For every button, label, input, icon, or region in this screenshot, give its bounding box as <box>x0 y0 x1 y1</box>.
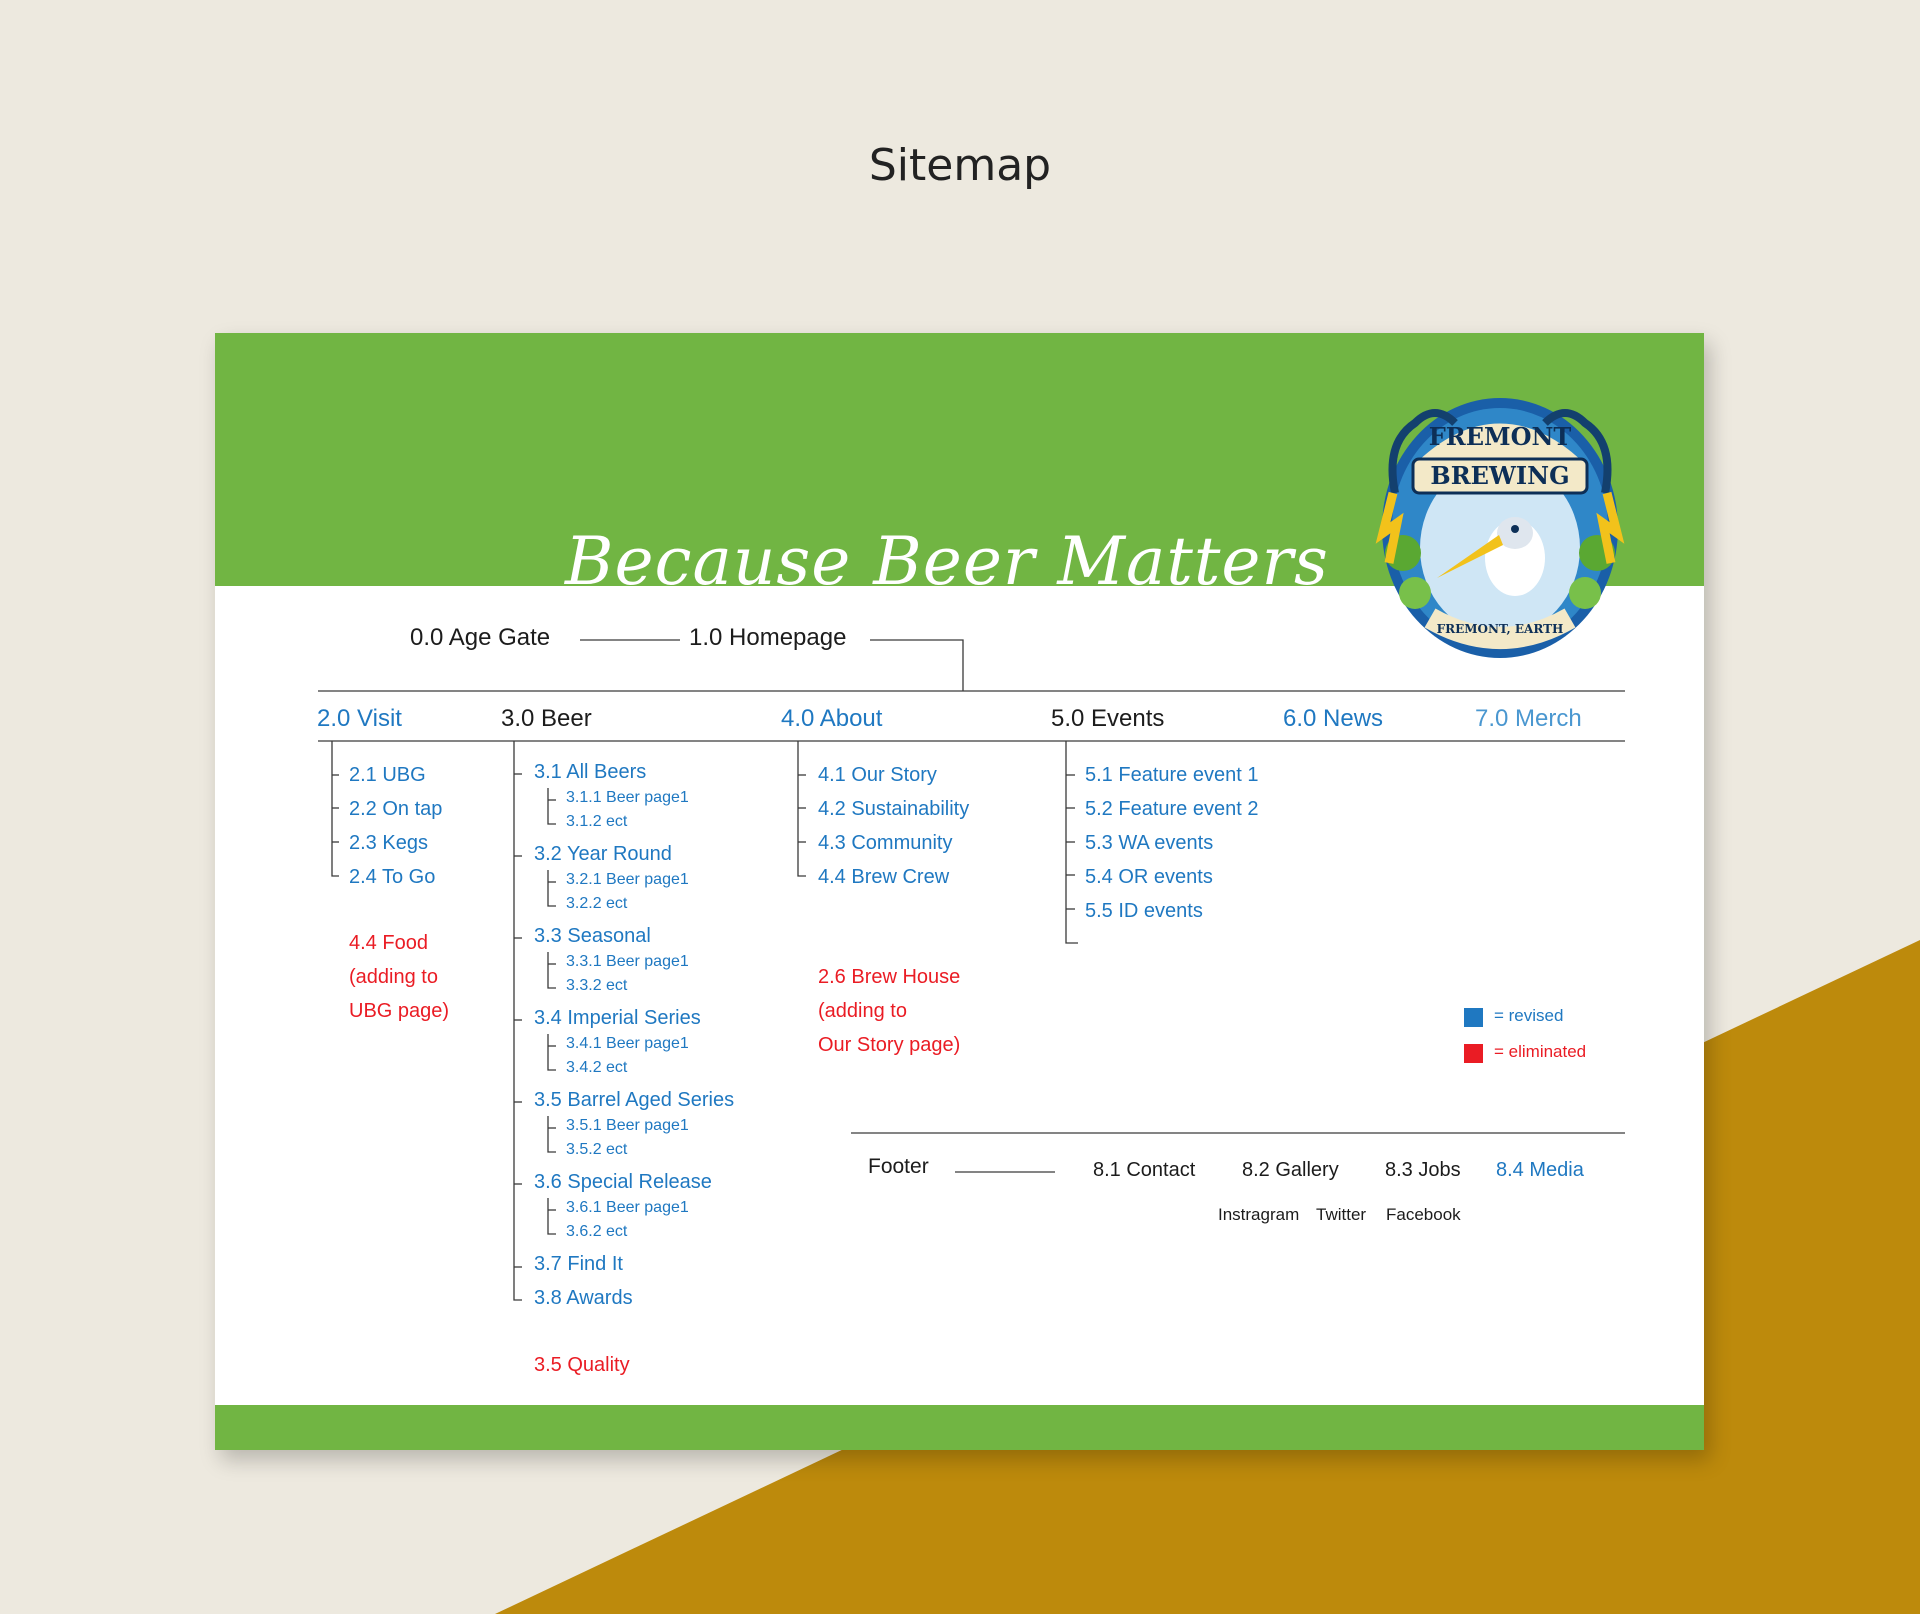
footer-item-jobs[interactable]: 8.3 Jobs <box>1385 1159 1461 1181</box>
beer-subitem[interactable]: 3.6.1 Beer page1 <box>566 1199 689 1216</box>
beer-subitem[interactable]: 3.6.2 ect <box>566 1223 628 1240</box>
events-item-id-events[interactable]: 5.5 ID events <box>1085 900 1203 922</box>
beer-subitem[interactable]: 3.1.2 ect <box>566 813 628 830</box>
eliminated-brew-house: 2.6 Brew House <box>818 966 961 988</box>
beer-subitem[interactable]: 3.1.1 Beer page1 <box>566 789 689 806</box>
events-item-feature-event-2[interactable]: 5.2 Feature event 2 <box>1085 798 1259 820</box>
sitemap-board <box>215 333 1704 1450</box>
beer-subitem[interactable]: 3.3.2 ect <box>566 977 628 994</box>
about-item-our-story[interactable]: 4.1 Our Story <box>818 764 937 786</box>
legend-revised-swatch <box>1464 1008 1483 1027</box>
beer-item-seasonal[interactable]: 3.3 Seasonal <box>534 925 651 947</box>
legend-eliminated-label: = eliminated <box>1494 1042 1587 1061</box>
legend-eliminated-swatch <box>1464 1044 1483 1063</box>
page-title: Sitemap <box>868 140 1052 191</box>
footer-social-twitter[interactable]: Twitter <box>1316 1205 1367 1224</box>
footer-social-instagram[interactable]: Instragram <box>1218 1205 1300 1224</box>
visit-children <box>349 758 442 894</box>
legend-revised-label: = revised <box>1494 1006 1564 1025</box>
beer-subitem[interactable]: 3.5.2 ect <box>566 1141 628 1158</box>
node-age-gate[interactable]: 0.0 Age Gate <box>410 624 551 651</box>
svg-text:FREMONT: FREMONT <box>1428 422 1572 451</box>
visit-item-on-tap[interactable]: 2.2 On tap <box>349 798 443 820</box>
beer-item-special-release[interactable]: 3.6 Special Release <box>534 1171 712 1193</box>
beer-item-imperial-series[interactable]: 3.4 Imperial Series <box>534 1007 701 1029</box>
about-item-sustainability[interactable]: 4.2 Sustainability <box>818 798 970 820</box>
section-about[interactable]: 4.0 About <box>781 705 883 732</box>
visit-item-kegs[interactable]: 2.3 Kegs <box>349 832 428 854</box>
eliminated-food: 4.4 Food <box>349 932 428 954</box>
beer-item-all-beers[interactable]: 3.1 All Beers <box>534 761 647 783</box>
about-eliminated-note: 2.6 Brew House (adding to Our Story page) <box>818 960 960 1062</box>
beer-item-barrel-aged-series[interactable]: 3.5 Barrel Aged Series <box>534 1089 735 1111</box>
footer-label: Footer <box>868 1155 929 1178</box>
about-item-brew-crew[interactable]: 4.4 Brew Crew <box>818 866 950 888</box>
beer-subitem[interactable]: 3.3.1 Beer page1 <box>566 953 689 970</box>
beer-subitem[interactable]: 3.2.2 ect <box>566 895 628 912</box>
footer-item-contact[interactable]: 8.1 Contact <box>1093 1159 1196 1181</box>
visit-eliminated-note: 4.4 Food (adding to UBG page) <box>349 926 449 1028</box>
section-events[interactable]: 5.0 Events <box>1051 705 1165 732</box>
about-children <box>818 758 969 894</box>
beer-item-year-round[interactable]: 3.2 Year Round <box>534 843 672 865</box>
beer-subitem[interactable]: 3.4.1 Beer page1 <box>566 1035 689 1052</box>
visit-item-to-go[interactable]: 2.4 To Go <box>349 866 436 888</box>
about-item-community[interactable]: 4.3 Community <box>818 832 953 854</box>
section-news[interactable]: 6.0 News <box>1283 705 1384 732</box>
events-item-or-events[interactable]: 5.4 OR events <box>1085 866 1213 888</box>
beer-subitem[interactable]: 3.4.2 ect <box>566 1059 628 1076</box>
beer-item-find-it[interactable]: 3.7 Find It <box>534 1253 623 1275</box>
eliminated-quality: 3.5 Quality <box>534 1354 630 1376</box>
events-item-wa-events[interactable]: 5.3 WA events <box>1085 832 1214 854</box>
beer-item-awards[interactable]: 3.8 Awards <box>534 1287 633 1309</box>
visit-item-ubg[interactable]: 2.1 UBG <box>349 764 426 786</box>
events-item-feature-event-1[interactable]: 5.1 Feature event 1 <box>1085 764 1259 786</box>
section-beer[interactable]: 3.0 Beer <box>501 705 592 732</box>
footer-item-gallery[interactable]: 8.2 Gallery <box>1242 1159 1339 1181</box>
svg-text:BREWING: BREWING <box>1430 461 1570 490</box>
footer-item-media[interactable]: 8.4 Media <box>1496 1159 1584 1181</box>
beer-subitem[interactable]: 3.5.1 Beer page1 <box>566 1117 689 1134</box>
beer-subitem[interactable]: 3.2.1 Beer page1 <box>566 871 689 888</box>
svg-text:FREMONT, EARTH: FREMONT, EARTH <box>1436 622 1564 636</box>
section-merch[interactable]: 7.0 Merch <box>1475 705 1582 732</box>
events-children <box>1085 758 1258 928</box>
node-homepage[interactable]: 1.0 Homepage <box>689 624 847 651</box>
tagline: Because Beer Matters <box>565 523 1329 586</box>
section-visit[interactable]: 2.0 Visit <box>317 705 402 732</box>
footer-social-facebook[interactable]: Facebook <box>1386 1205 1461 1224</box>
